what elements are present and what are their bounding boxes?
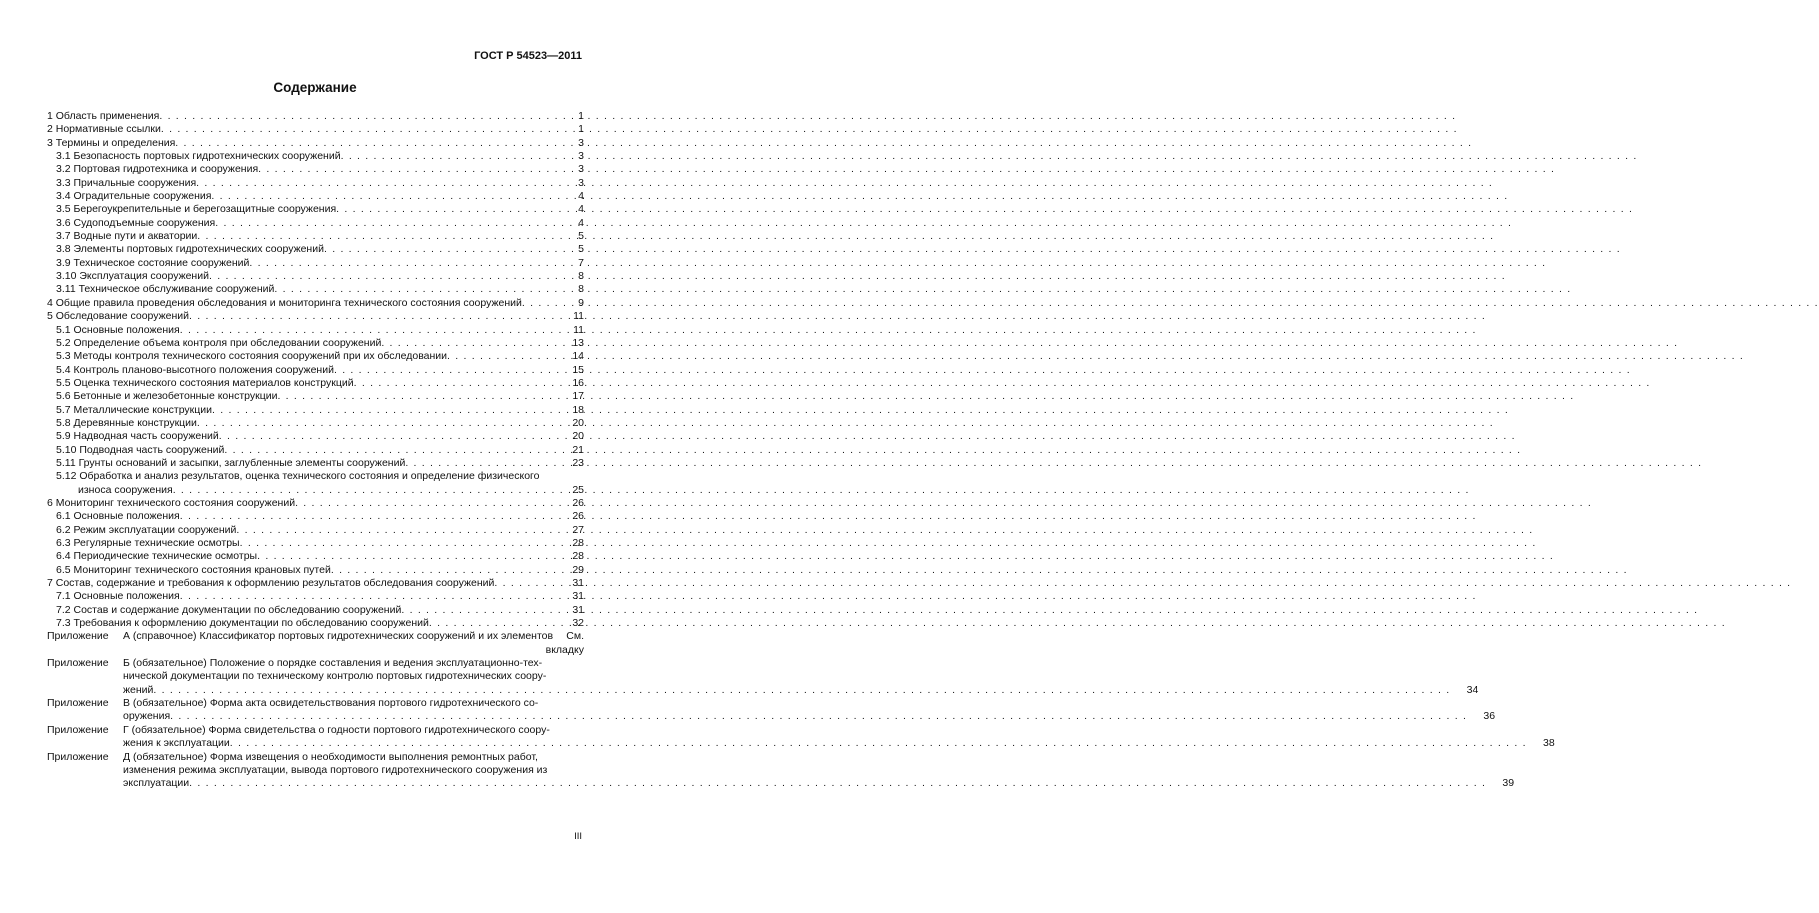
appendix-label: Приложение: [47, 697, 109, 710]
toc-entry-title: 6 Мониторинг технического состояния сооружений: [47, 496, 296, 509]
toc-page-number: 8: [578, 270, 584, 283]
toc-page-number: 16: [572, 376, 584, 389]
toc-page-number: 25: [572, 483, 584, 496]
toc-entry-title: 3.11 Техническое обслуживание сооружений: [56, 283, 275, 296]
dot-leader: [354, 377, 556, 390]
toc-entry: [47, 564, 584, 577]
toc-entry-title: 5.3 Методы контроля технического состояния сооружений при их обследовании: [56, 350, 448, 363]
toc-page-number: 29: [572, 563, 584, 576]
dot-leader: [219, 430, 556, 443]
toc-page-number: 1: [578, 110, 584, 122]
toc-entry: [47, 150, 584, 163]
toc-entry-title: 3.3 Причальные сооружения: [56, 176, 197, 189]
appendix-title-line: оружения: [123, 710, 171, 723]
toc-entry-title: 5.9 Надводная часть сооружений: [56, 430, 219, 443]
toc-page-number: 3: [578, 150, 584, 163]
toc-page-number: 5: [578, 230, 584, 243]
toc-entry-title-cont: износа сооружения: [78, 483, 173, 496]
appendix-title-line: эксплуатации: [123, 777, 190, 790]
toc-entry-title: 2 Нормативные ссылки: [47, 123, 161, 136]
dot-leader: [522, 297, 556, 310]
dot-leader: [153, 684, 1450, 697]
appendix-label: Приложение: [47, 723, 109, 736]
toc-entry: [47, 110, 584, 123]
appendix-entry: [47, 723, 1555, 751]
toc-page-number: 4: [578, 216, 584, 229]
dot-leader: [175, 137, 556, 150]
dot-leader: [180, 510, 556, 523]
dot-leader: [494, 577, 556, 590]
toc-entry-title: 3.5 Берегоукрепительные и берегозащитные сооружения: [56, 203, 337, 216]
toc-entry-title: 5.7 Металлические конструкции: [56, 403, 213, 416]
toc-page-number: 3: [578, 163, 584, 176]
dot-leader: [211, 190, 556, 203]
toc-entry-title: 5.10 Подводная часть сооружений: [56, 443, 225, 456]
toc-page-number-cont: вкладку: [545, 643, 584, 656]
dot-leader: [189, 310, 556, 323]
dot-leader: [249, 257, 556, 270]
dot-leader: [215, 217, 556, 230]
toc-entry: [47, 350, 584, 363]
toc-page-number: 36: [1483, 710, 1496, 723]
appendix-title-line: жения к эксплуатации: [123, 737, 230, 750]
toc-page-number: 28: [572, 537, 584, 549]
toc-entry: [47, 550, 584, 563]
toc-entry-title: 3.6 Судоподъемные сооружения: [56, 216, 216, 229]
toc-entry: [47, 430, 584, 443]
toc-page-number: 9: [578, 296, 584, 309]
toc-entry-title: 3.2 Портовая гидротехника и сооружения: [56, 163, 259, 176]
toc-entry-title: 3.7 Водные пути и акватории: [56, 230, 198, 243]
toc-page-number: 20: [572, 416, 584, 429]
toc-entry-title: 6.5 Мониторинг технического состояния крановых путей: [56, 563, 331, 576]
toc-page-number: 31: [572, 603, 584, 616]
toc-entry-title: 6.4 Периодические технические осмотры: [56, 550, 258, 563]
dot-leader: [197, 230, 556, 243]
toc-entry: [47, 337, 584, 350]
toc-page-number: См.: [566, 630, 584, 643]
toc-entry-title: 6.2 Режим эксплуатации сооружений: [56, 523, 237, 536]
toc-page-number: 17: [572, 390, 584, 403]
toc-entry-title: 3.8 Элементы портовых гидротехнических сооружений: [56, 243, 324, 256]
toc-entry: [47, 310, 584, 323]
dot-leader: [401, 604, 556, 617]
dot-leader: [236, 524, 556, 537]
dot-leader: [447, 350, 556, 363]
dot-leader: [230, 737, 1527, 750]
toc-entry-title: 7.3 Требования к оформлению документации по обследованию сооружений: [56, 617, 429, 630]
toc-entry-title: 1 Область применения: [47, 110, 160, 122]
toc-entry: [47, 283, 584, 296]
toc-entry-title: 3 Термины и определения: [47, 136, 176, 149]
toc-entry: [47, 230, 584, 243]
toc-page-number: 21: [572, 443, 584, 456]
toc-entry-title: 7.2 Состав и содержание документации по обследованию сооружений: [56, 603, 402, 616]
toc-page-number: 8: [578, 283, 584, 296]
toc-entry-title: 5.5 Оценка технического состояния материалов конструкций: [56, 376, 354, 389]
toc-entry-title: 5.8 Деревянные конструкции: [56, 416, 197, 429]
toc-entry: [47, 404, 584, 417]
toc-entry: [47, 390, 584, 403]
toc-entry-title: 5.1 Основные положения: [56, 323, 180, 336]
toc-entry: [47, 324, 584, 337]
toc-page-number: 1: [578, 123, 584, 136]
toc-entry-title: 3.4 Оградительные сооружения: [56, 190, 212, 203]
toc-page-number: 7: [578, 256, 584, 269]
dot-leader: [196, 177, 556, 190]
dot-leader: [159, 110, 556, 123]
dot-leader: [258, 163, 556, 176]
appendix-title-line: В (обязательное) Форма акта освидетельствования портового гидротехнического со-: [123, 697, 539, 710]
toc-entry: [47, 137, 584, 150]
toc-entry: [47, 257, 584, 270]
toc-page-number: 3: [578, 136, 584, 149]
toc-page-number: 14: [572, 350, 584, 363]
dot-leader: [336, 203, 556, 216]
toc-entry-title: 5 Обследование сооружений: [47, 310, 190, 323]
dot-leader: [197, 417, 556, 430]
appendix-entry: [47, 657, 1479, 697]
standard-number: ГОСТ Р 54523—2011: [474, 50, 582, 62]
appendix-label: Приложение: [47, 750, 109, 763]
toc-entry: [47, 123, 584, 136]
toc-entry-title: 5.4 Контроль планово-высотного положения сооружений: [56, 363, 334, 376]
appendix-entry: [47, 630, 584, 657]
toc-page-number: 26: [572, 510, 584, 523]
toc-entry: [47, 190, 584, 203]
toc-page-number: 20: [572, 430, 584, 443]
appendix-label: Приложение: [47, 657, 109, 670]
dot-leader: [405, 457, 556, 470]
toc-entry-title: 3.9 Техническое состояние сооружений: [56, 256, 250, 269]
toc-page-number: 27: [572, 523, 584, 536]
dot-leader: [381, 337, 556, 350]
dot-leader: [161, 123, 556, 136]
toc-entry-title: 6.1 Основные положения: [56, 510, 180, 523]
dot-leader: [341, 150, 556, 163]
toc-page-number: 34: [1466, 683, 1479, 696]
dot-leader: [209, 270, 556, 283]
toc-entry-title: 5.6 Бетонные и железобетонные конструкции: [56, 390, 278, 403]
toc-entry: [47, 617, 584, 630]
toc-entry: [47, 377, 584, 390]
toc-page-number: 18: [572, 403, 584, 416]
toc-page-number: 15: [572, 363, 584, 376]
toc-page-number: 3: [578, 176, 584, 189]
toc-entry: [47, 577, 584, 590]
toc-entry-title: 4 Общие правила проведения обследования и мониторинга технического состояния сооружений: [47, 296, 522, 309]
toc-entry: [47, 297, 584, 310]
dot-leader: [331, 564, 556, 577]
toc-page-number: 13: [572, 336, 584, 349]
toc-entry: [47, 417, 584, 430]
toc-page-number: 4: [578, 190, 584, 203]
toc-entry-title: 7 Состав, содержание и требования к оформлению результатов обследования сооружений: [47, 577, 495, 590]
toc-entry: [47, 497, 584, 510]
toc-entry-title: 5.12 Обработка и анализ результатов, оценка технического состояния и определение физического: [56, 470, 540, 483]
appendix-title-line: Д (обязательное) Форма извещения о необходимости выполнения ремонтных работ,: [123, 750, 538, 763]
appendix-entry: [47, 750, 1515, 791]
dot-leader: [180, 324, 556, 337]
toc-page-number: 23: [572, 456, 584, 469]
toc-page-number: 31: [572, 590, 584, 603]
toc-entry: [47, 537, 584, 550]
dot-leader: [240, 537, 556, 550]
appendix-entry: [47, 697, 1496, 724]
toc-entry: [47, 444, 584, 457]
toc-entry: [47, 217, 584, 230]
toc-page-number: 31: [572, 577, 584, 590]
toc-page-number: 11: [573, 310, 584, 323]
dot-leader: [173, 484, 556, 497]
toc-entry: [47, 524, 584, 537]
toc-entry-title: 3.10 Эксплуатация сооружений: [56, 270, 209, 283]
appendix-title-line: Г (обязательное) Форма свидетельства о годности портового гидротехнического соору-: [123, 723, 550, 736]
toc-entry: [47, 470, 584, 497]
page-number: III: [574, 831, 582, 842]
toc-entry-title: 7.1 Основные положения: [56, 590, 180, 603]
appendix-title-line: изменения режима эксплуатации, вывода портового гидротехнического сооружения из: [123, 763, 548, 776]
toc-entry: [47, 510, 584, 523]
dot-leader: [224, 444, 556, 457]
dot-leader: [277, 390, 556, 403]
dot-leader: [180, 590, 556, 603]
toc-page-number: 4: [578, 203, 584, 216]
toc-entry-title: 5.2 Определение объема контроля при обследовании сооружений: [56, 336, 382, 349]
toc-entry-title: 3.1 Безопасность портовых гидротехнических сооружений: [56, 150, 341, 163]
dot-leader: [189, 777, 1486, 790]
appendix-title-line: нической документации по техническому контролю портовых гидротехнических соору-: [123, 670, 547, 683]
toc-page-number: 39: [1502, 777, 1515, 790]
toc-page-number: 26: [572, 496, 584, 509]
dot-leader: [334, 364, 556, 377]
appendix-title-line: Б (обязательное) Положение о порядке составления и ведения эксплуатационно-тех-: [123, 657, 543, 670]
page-title: Содержание: [273, 80, 357, 95]
appendix-title-line: жений: [123, 683, 154, 696]
toc-entry: [47, 604, 584, 617]
dot-leader: [324, 243, 556, 256]
toc-page-number: 11: [573, 323, 584, 336]
toc-page-number: 28: [572, 550, 584, 563]
toc-entry: [47, 270, 584, 283]
toc-entry: [47, 457, 584, 470]
toc-entry-title: 6.3 Регулярные технические осмотры: [56, 537, 240, 549]
toc-page-number: 38: [1543, 737, 1555, 750]
toc-entry-title: 5.11 Грунты оснований и засыпки, заглубленные элементы сооружений: [56, 456, 406, 469]
appendix-title-line: А (справочное) Классификатор портовых гидротехнических сооружений и их элементов: [123, 630, 554, 643]
toc-entry: [47, 203, 584, 216]
toc-entry: [47, 243, 584, 256]
table-of-contents: [47, 110, 1555, 791]
toc-page-number: 32: [572, 617, 584, 630]
appendix-label: Приложение: [47, 630, 109, 643]
dot-leader: [274, 283, 556, 296]
dot-leader: [257, 550, 556, 563]
toc-page-number: 5: [578, 243, 584, 256]
toc-entry: [47, 590, 584, 603]
dot-leader: [295, 497, 556, 510]
toc-entry: [47, 177, 584, 190]
toc-entry: [47, 364, 584, 377]
dot-leader: [212, 404, 556, 417]
dot-leader: [170, 710, 1467, 723]
dot-leader: [429, 617, 556, 630]
toc-entry: [47, 163, 584, 176]
